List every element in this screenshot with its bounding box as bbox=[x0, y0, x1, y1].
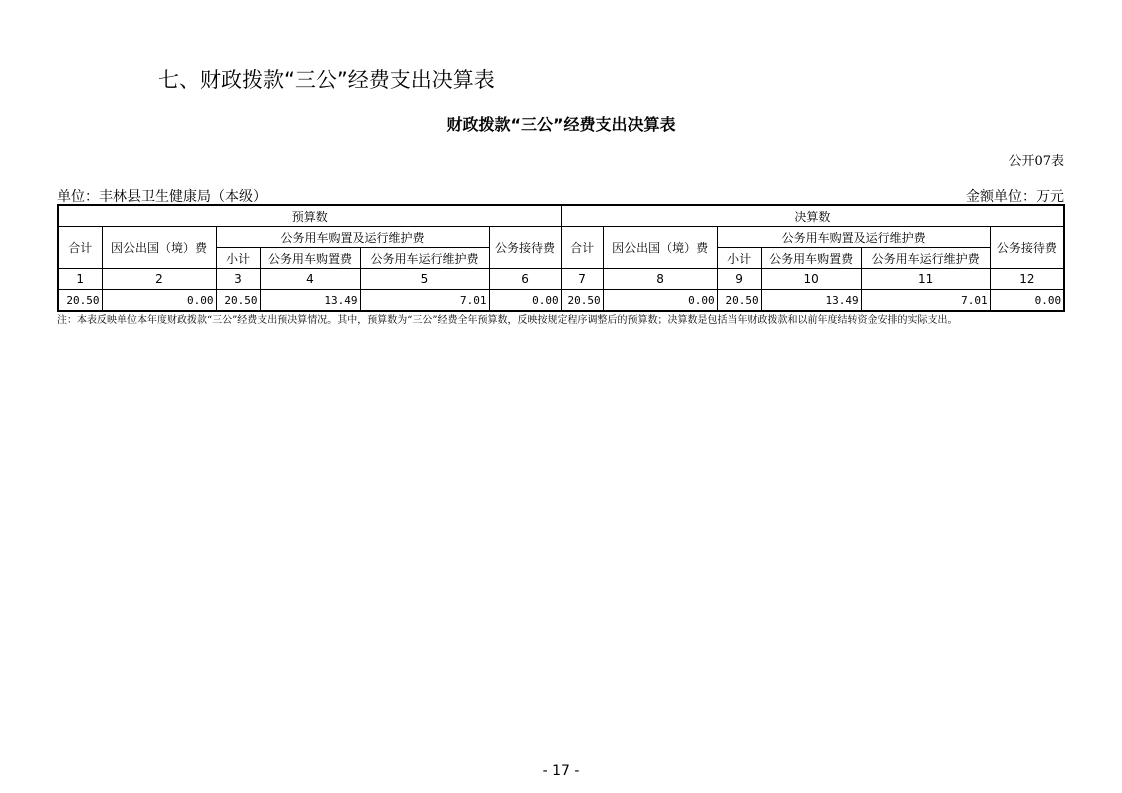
page-number: - 17 - bbox=[542, 763, 580, 779]
table-title: 财政拨款“三公”经费支出决算表 bbox=[446, 115, 676, 134]
form-code: 公开07表 bbox=[1008, 154, 1064, 169]
final-vehicle-purchase-value: 13.49 bbox=[761, 290, 861, 312]
final-subtotal-header: 小计 bbox=[717, 248, 761, 269]
final-reception-value: 0.00 bbox=[990, 290, 1064, 312]
budget-vehicle-maintenance-value: 7.01 bbox=[360, 290, 489, 312]
value-row bbox=[58, 290, 1064, 312]
final-vehicle-maintenance-header: 公务用车运行维护费 bbox=[861, 248, 990, 269]
column-number: 10 bbox=[761, 269, 861, 290]
column-number: 6 bbox=[489, 269, 561, 290]
budget-vehicle-purchase-header: 公务用车购置费 bbox=[260, 248, 360, 269]
unit-label: 单位：丰林县卫生健康局（本级） bbox=[57, 189, 267, 205]
budget-abroad-value: 0.00 bbox=[102, 290, 216, 312]
budget-abroad-header: 因公出国（境）费 bbox=[102, 227, 216, 269]
final-vehicle-maintenance-value: 7.01 bbox=[861, 290, 990, 312]
column-number: 5 bbox=[360, 269, 489, 290]
table-note: 注：本表反映单位本年度财政拨款“三公”经费支出预决算情况。其中，预算数为“三公”经费全年预算数，反映按规定程序调整后的预算数；决算数是包括当年财政拨款和以前年度结转资金安排的实际支出。 bbox=[57, 315, 958, 326]
budget-subtotal-header: 小计 bbox=[216, 248, 260, 269]
amount-unit-label: 金额单位：万元 bbox=[966, 189, 1064, 205]
category-header-row bbox=[58, 227, 1064, 248]
final-vehicle-subtotal-value: 20.50 bbox=[717, 290, 761, 312]
budget-vehicle-subtotal-value: 20.50 bbox=[216, 290, 260, 312]
budget-total-header: 合计 bbox=[58, 227, 102, 269]
column-number: 3 bbox=[216, 269, 260, 290]
final-vehicle-purchase-header: 公务用车购置费 bbox=[761, 248, 861, 269]
final-abroad-value: 0.00 bbox=[603, 290, 717, 312]
budget-vehicle-header: 公务用车购置及运行维护费 bbox=[216, 227, 489, 248]
section-title: 七、财政拨款“三公”经费支出决算表 bbox=[158, 68, 495, 92]
budget-reception-header: 公务接待费 bbox=[489, 227, 561, 269]
budget-reception-value: 0.00 bbox=[489, 290, 561, 312]
final-abroad-header: 因公出国（境）费 bbox=[603, 227, 717, 269]
column-number: 4 bbox=[260, 269, 360, 290]
column-number-row bbox=[58, 269, 1064, 290]
column-number: 11 bbox=[861, 269, 990, 290]
final-total-header: 合计 bbox=[561, 227, 603, 269]
budget-vehicle-maintenance-header: 公务用车运行维护费 bbox=[360, 248, 489, 269]
final-vehicle-header: 公务用车购置及运行维护费 bbox=[717, 227, 990, 248]
final-reception-header: 公务接待费 bbox=[990, 227, 1064, 269]
column-number: 7 bbox=[561, 269, 603, 290]
column-number: 12 bbox=[990, 269, 1064, 290]
budget-group-header: 预算数 bbox=[58, 205, 561, 227]
group-header-row bbox=[58, 205, 1064, 227]
budget-total-value: 20.50 bbox=[58, 290, 102, 312]
column-number: 1 bbox=[58, 269, 102, 290]
final-total-value: 20.50 bbox=[561, 290, 603, 312]
column-number: 9 bbox=[717, 269, 761, 290]
column-number: 2 bbox=[102, 269, 216, 290]
column-number: 8 bbox=[603, 269, 717, 290]
final-group-header: 决算数 bbox=[561, 205, 1064, 227]
budget-vehicle-purchase-value: 13.49 bbox=[260, 290, 360, 312]
three-public-expenses-table bbox=[57, 204, 1065, 312]
